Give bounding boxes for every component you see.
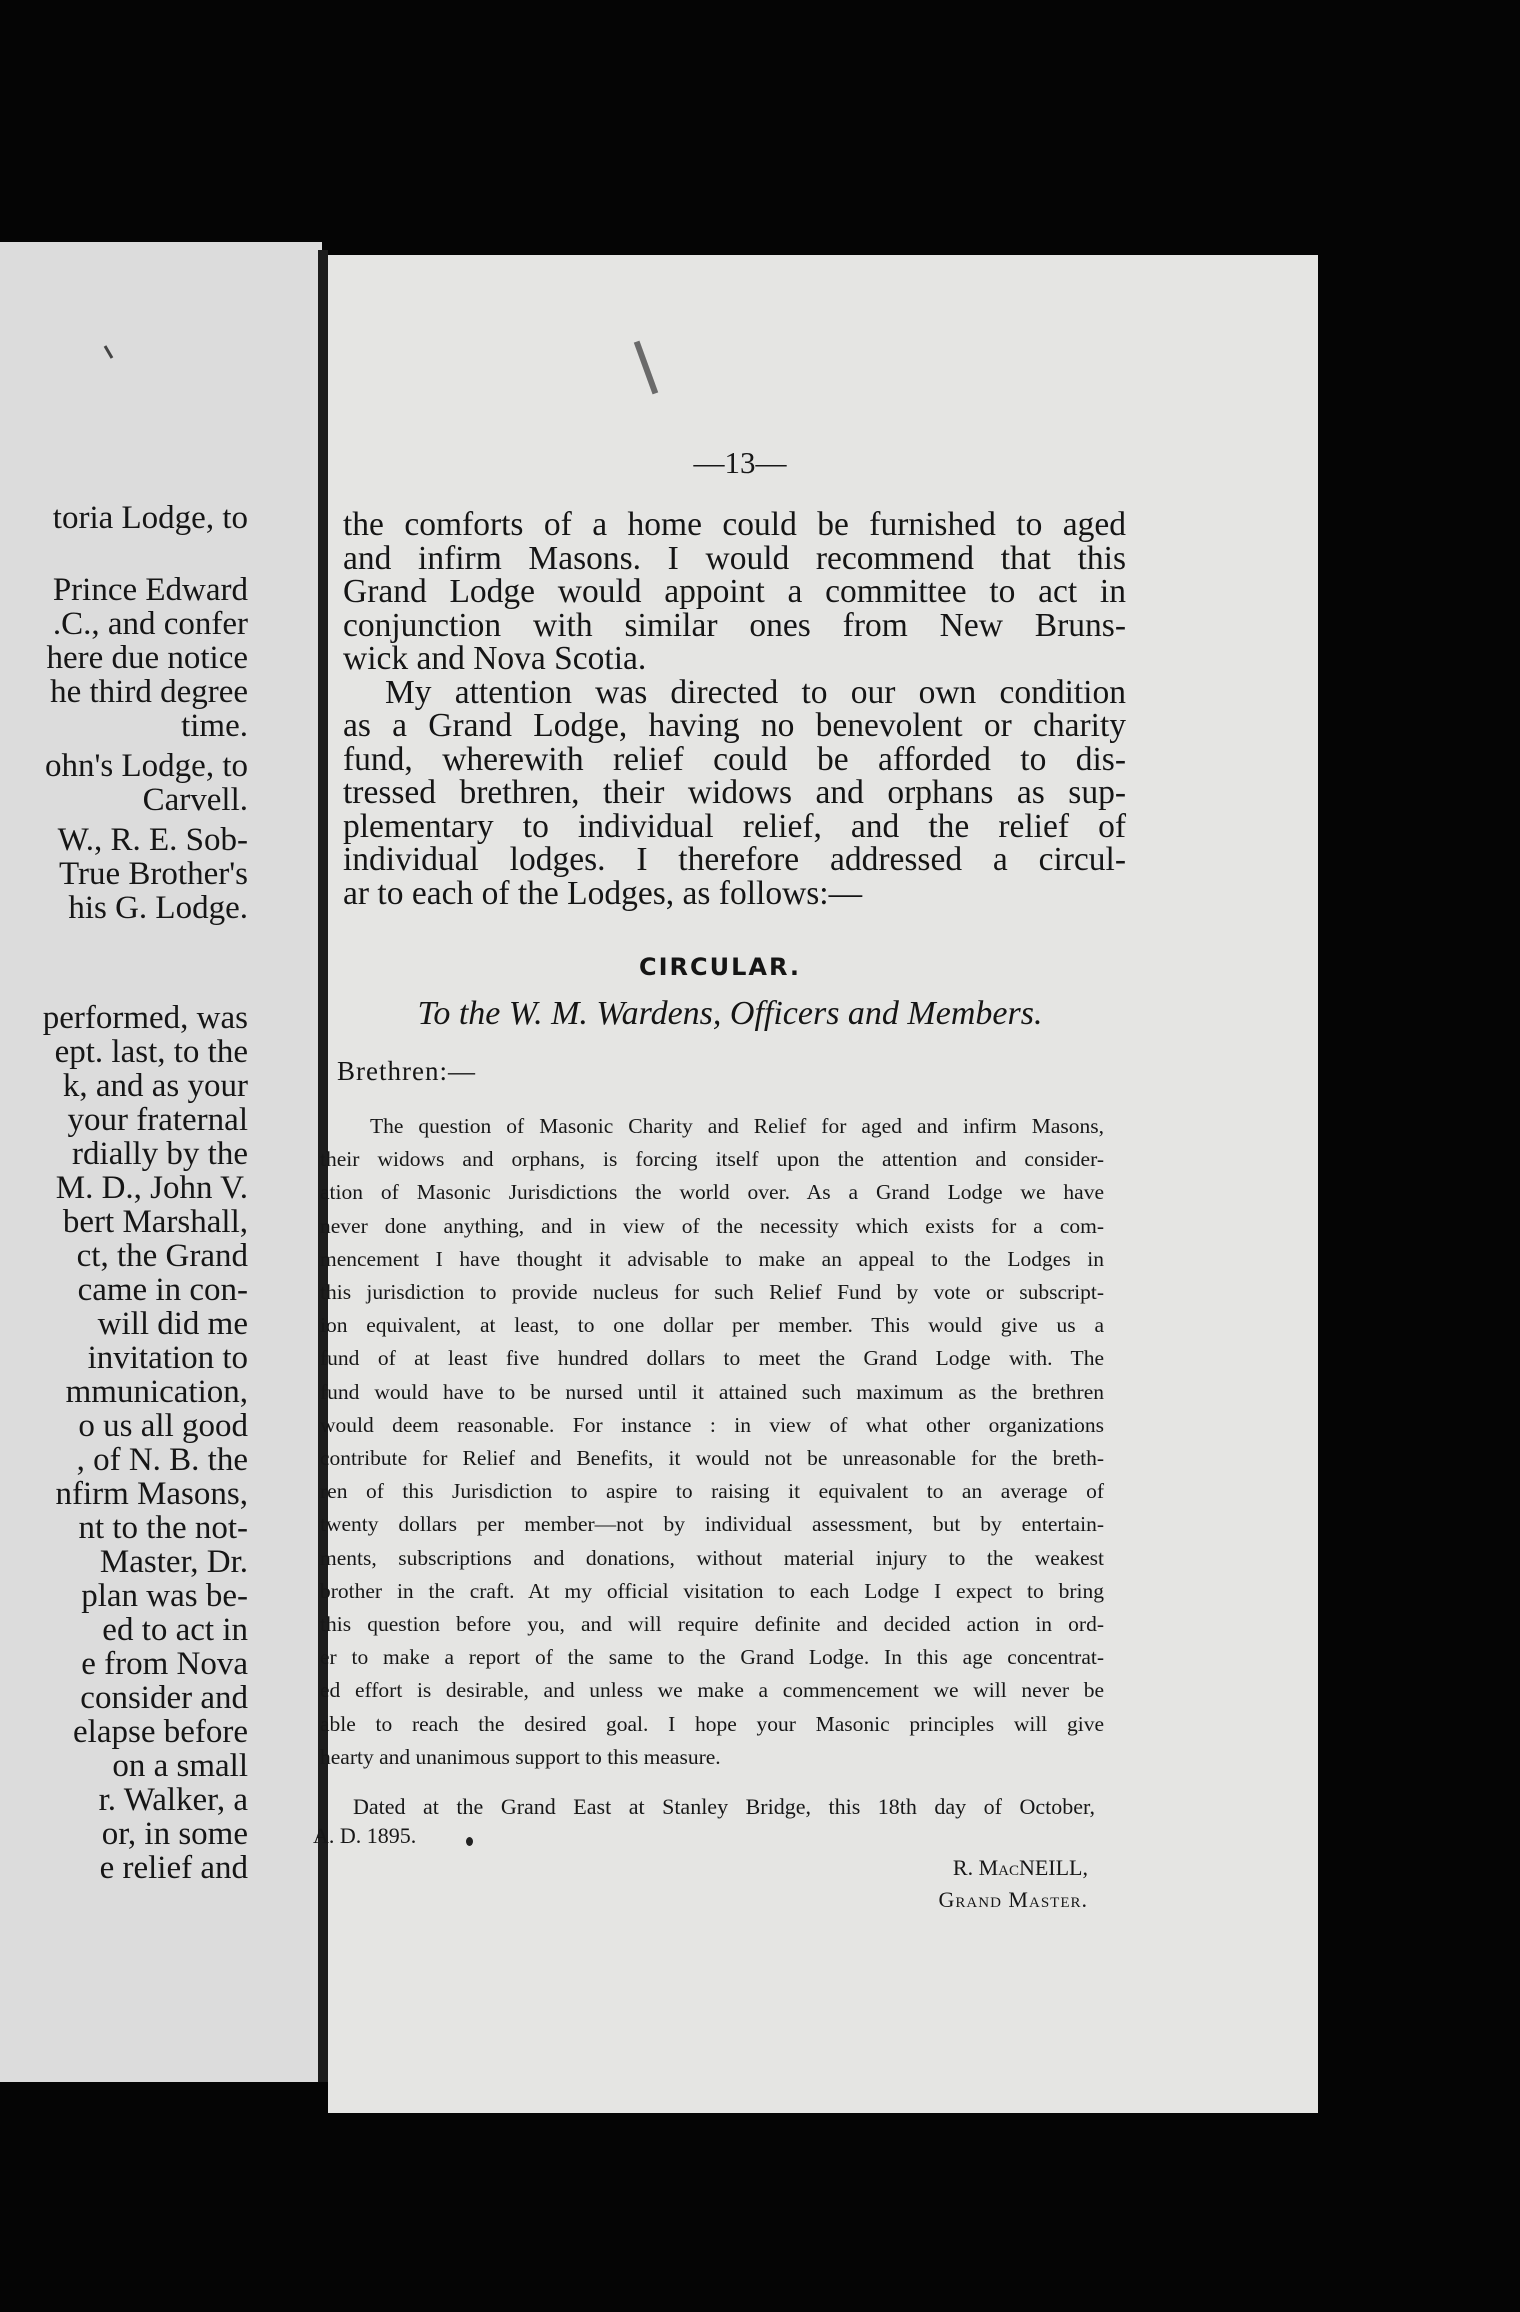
left-column-line: will did me bbox=[97, 1306, 248, 1342]
left-page-fragment bbox=[0, 242, 322, 2082]
page-number: —13— bbox=[693, 445, 787, 480]
left-column-line: W., R. E. Sob- bbox=[57, 822, 248, 858]
circular-line: their widows and orphans, is forcing itself upon the attention and consider- bbox=[320, 1147, 1104, 1172]
left-column-line: he third degree bbox=[50, 674, 248, 710]
left-column-line: invitation to bbox=[87, 1340, 248, 1376]
text-line: tressed brethren, their widows and orphans as sup- bbox=[343, 774, 1126, 811]
left-column-line: True Brother's bbox=[59, 856, 248, 892]
left-column-line: consider and bbox=[80, 1680, 248, 1716]
circular-line: this jurisdiction to provide nucleus for such Relief Fund by vote or subscript- bbox=[320, 1280, 1104, 1305]
text-line: the comforts of a home could be furnished to aged bbox=[343, 506, 1126, 543]
circular-heading: CIRCULAR. bbox=[638, 953, 802, 981]
circular-line: ren of this Jurisdiction to aspire to raising it equivalent to an average of bbox=[320, 1479, 1104, 1504]
circular-line: twenty dollars per member—not by individual assessment, but by entertain- bbox=[320, 1512, 1104, 1537]
left-column-line: .C., and confer bbox=[52, 606, 248, 642]
left-column-line: o us all good bbox=[78, 1408, 248, 1444]
circular-line: ion equivalent, at least, to one dollar per member. This would give us a bbox=[320, 1313, 1104, 1338]
left-column-line: ct, the Grand bbox=[76, 1238, 248, 1274]
text-line: My attention was directed to our own condition bbox=[385, 673, 1126, 711]
circular-line: The question of Masonic Charity and Relief for aged and infirm Masons, bbox=[370, 1114, 1104, 1138]
left-column-line: ohn's Lodge, to bbox=[44, 748, 248, 784]
circular-salutation: To the W. M. Wardens, Officers and Members. bbox=[417, 995, 1043, 1032]
left-column-line: his G. Lodge. bbox=[68, 890, 248, 926]
left-column-line: your fraternal bbox=[67, 1102, 248, 1138]
paragraph-continuation bbox=[343, 508, 1126, 676]
left-column-line: bert Marshall, bbox=[62, 1204, 248, 1240]
circular-greeting: Brethren:— bbox=[337, 1056, 476, 1086]
left-column-line: k, and as your bbox=[62, 1068, 248, 1104]
circular-line: this question before you, and will require definite and decided action in ord- bbox=[320, 1612, 1104, 1637]
circular-line: never done anything, and in view of the necessity which exists for a com- bbox=[320, 1213, 1104, 1238]
paragraph-attention bbox=[343, 673, 1126, 912]
left-column-line: on a small bbox=[112, 1748, 248, 1784]
text-line: conjunction with similar ones from New Bruns- bbox=[343, 606, 1126, 644]
left-column-line: r. Walker, a bbox=[98, 1782, 248, 1818]
text-line: individual lodges. I therefore addressed a circul- bbox=[343, 841, 1126, 878]
left-column-line: e from Nova bbox=[81, 1646, 248, 1682]
text-line: ar to each of the Lodges, as follows:— bbox=[343, 874, 863, 912]
left-column-line: ept. last, to the bbox=[54, 1034, 248, 1070]
circular-line: able to reach the desired goal. I hope your Masonic principles will give bbox=[320, 1711, 1104, 1736]
left-column-line: ed to act in bbox=[102, 1612, 248, 1648]
signature-name: R. MacNEILL, bbox=[952, 1855, 1088, 1880]
circular-line: fund of at least five hundred dollars to meet the Grand Lodge with. The bbox=[320, 1346, 1104, 1371]
left-column-line: here due notice bbox=[46, 640, 248, 676]
left-column-line: or, in some bbox=[101, 1816, 248, 1852]
left-column-line: Master, Dr. bbox=[99, 1544, 248, 1580]
text-line: fund, wherewith relief could be afforded to dis- bbox=[343, 740, 1126, 778]
left-column-line: toria Lodge, to bbox=[52, 500, 248, 536]
circular-line: hearty and unanimous support to this measure. bbox=[320, 1744, 721, 1769]
circular-line: brother in the craft. At my official visitation to each Lodge I expect to bring bbox=[320, 1578, 1104, 1603]
left-column-line: performed, was bbox=[42, 1000, 248, 1036]
circular-line: contribute for Relief and Benefits, it would not be unreasonable for the breth- bbox=[320, 1446, 1104, 1471]
left-column-line: Prince Edward bbox=[52, 572, 248, 608]
circular-body bbox=[320, 1110, 1104, 1774]
dated-line bbox=[313, 1792, 1095, 1850]
circular-line: ed effort is desirable, and unless we make a commencement we will never be bbox=[320, 1678, 1104, 1703]
circular-line: mencement I have thought it advisable to make an appeal to the Lodges in bbox=[320, 1246, 1104, 1271]
signature-block bbox=[939, 1852, 1088, 1916]
text-line: as a Grand Lodge, having no benevolent or charity bbox=[343, 707, 1126, 744]
left-column-line: M. D., John V. bbox=[55, 1170, 248, 1206]
left-column-line: Carvell. bbox=[142, 782, 248, 818]
text-line: Grand Lodge would appoint a committee to act in bbox=[343, 573, 1126, 610]
circular-line: er to make a report of the same to the Grand Lodge. In this age concentrat- bbox=[320, 1645, 1104, 1670]
circular-line: ments, subscriptions and donations, without material injury to the weakest bbox=[320, 1545, 1104, 1570]
circular-line: would deem reasonable. For instance : in view of what other organizations bbox=[320, 1412, 1104, 1437]
dated-year: A. D. 1895. bbox=[313, 1823, 417, 1848]
body-text bbox=[343, 508, 1126, 910]
left-column-line: nfirm Masons, bbox=[55, 1476, 248, 1512]
text-line: and infirm Masons. I would recommend that this bbox=[343, 539, 1126, 577]
left-column-line: time. bbox=[181, 708, 248, 744]
left-column-line: rdially by the bbox=[72, 1136, 248, 1172]
left-column-line: plan was be- bbox=[81, 1578, 248, 1614]
left-column-line: mmunication, bbox=[65, 1374, 248, 1410]
left-column-line: e relief and bbox=[99, 1850, 248, 1886]
ink-speck bbox=[466, 1837, 473, 1846]
dated-text: Dated at the Grand East at Stanley Bridge, this 18th day of October, bbox=[353, 1794, 1095, 1819]
circular-line: fund would have to be nursed until it attained such maximum as the brethren bbox=[320, 1379, 1104, 1404]
signature-title: Grand Master. bbox=[938, 1887, 1088, 1912]
left-column-line: came in con- bbox=[77, 1272, 248, 1308]
left-column-line: , of N. B. the bbox=[76, 1442, 248, 1478]
left-column-line: elapse before bbox=[73, 1714, 248, 1750]
text-line: plementary to individual relief, and the relief of bbox=[343, 807, 1126, 845]
circular-line: ation of Masonic Jurisdictions the world over. As a Grand Lodge we have bbox=[320, 1180, 1104, 1205]
left-column-line: nt to the not- bbox=[78, 1510, 248, 1546]
text-line: wick and Nova Scotia. bbox=[343, 640, 647, 677]
